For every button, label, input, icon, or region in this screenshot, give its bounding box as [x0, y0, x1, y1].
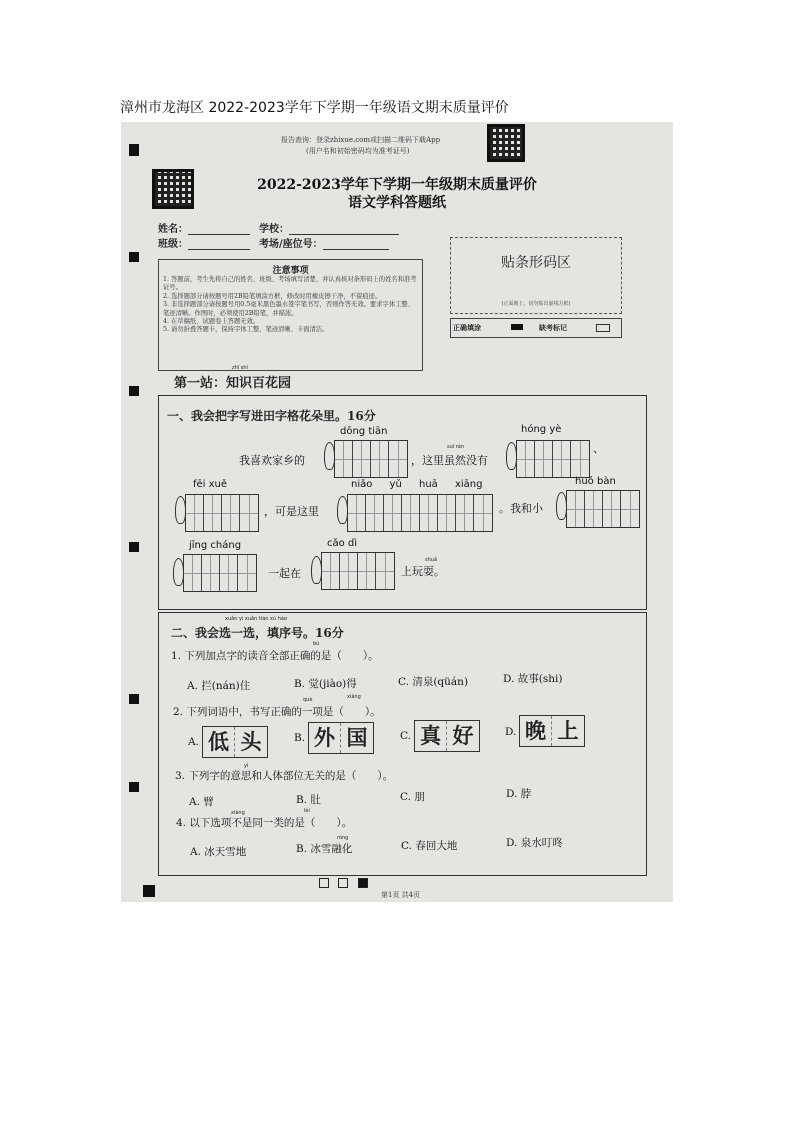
option-c[interactable]: C. 清泉(qüán)	[398, 676, 469, 688]
tianzige-grid[interactable]	[516, 440, 590, 478]
notice-box	[158, 259, 423, 371]
handwriting-box-d: 晚 上	[519, 715, 585, 747]
ruby-rong: róng	[337, 835, 349, 841]
station-title: 第一站：知识百花园	[174, 376, 292, 391]
question-1: 1. 下列加点字的读音全部正确的是（ ）。	[171, 650, 379, 662]
sentence-text: 上玩耍。	[401, 565, 445, 578]
notice-item: 5. 请勿折叠答题卡，保持字体工整、笔迹清晰、卡面清洁。	[163, 326, 329, 334]
page-mark-box	[338, 878, 348, 888]
pinyin-dongtian: dōng tiān	[340, 426, 388, 437]
page-mark-box	[319, 878, 329, 888]
option-a[interactable]: A. 臂	[189, 796, 214, 808]
pinyin-jingchang: jīng cháng	[189, 540, 242, 551]
tianzige-grid[interactable]	[566, 490, 640, 528]
ruby-lei: lèi	[304, 808, 310, 814]
sentence-text: ，这里虽然没有	[411, 454, 488, 467]
registration-mark	[129, 144, 139, 156]
qr-code-icon	[487, 124, 525, 162]
part2-title: 二、我会选一选，填序号。16分	[171, 626, 344, 640]
name-field[interactable]	[158, 220, 250, 235]
station-ruby: zhī shí	[232, 365, 248, 371]
registration-mark	[129, 252, 139, 262]
option-d[interactable]: D. 故事(shi)	[503, 673, 563, 685]
tianzige-grid[interactable]	[347, 494, 493, 532]
correct-fill-swatch	[511, 324, 523, 330]
option-b[interactable]: B. 觉(jiào)得	[294, 678, 357, 690]
school-label: 学校：	[259, 224, 289, 235]
sheet-title: 2022-2023学年下学期一年级期末质量评价	[257, 177, 537, 193]
handwriting-box-c: 真 好	[414, 720, 480, 752]
ruby-xiang2: xiàng	[231, 810, 245, 816]
question-4: 4. 以下选项不是同一类的是（ ）。	[176, 817, 353, 829]
sentence-text: 、	[593, 442, 604, 455]
registration-mark	[129, 386, 139, 396]
pinyin-suiran: suī rán	[447, 444, 465, 450]
pinyin-shua: shuǎ	[425, 557, 438, 563]
pinyin-feixue: fēi xuě	[193, 479, 228, 490]
absent-mark-checkbox[interactable]	[596, 324, 610, 332]
option-c[interactable]: C. 春回大地	[401, 840, 458, 852]
option-a[interactable]: A. 冰天雪地	[190, 846, 247, 858]
tianzige-grid[interactable]	[185, 494, 259, 532]
option-c[interactable]: C. 朋	[400, 791, 425, 803]
question-2: 2. 下列词语中，书写正确的一项是（ ）。	[173, 706, 381, 718]
option-d[interactable]: D.	[505, 726, 517, 738]
option-b[interactable]: B. 肚	[296, 794, 321, 806]
sheet-subtitle: 语文学科答题纸	[348, 195, 446, 211]
barcode-note: (正面朝上，切勿贴出虚线方框)	[501, 301, 571, 307]
part2-ruby: xuǎn yi xuǎn tián xù hào	[225, 616, 288, 622]
tianzige-grid[interactable]	[321, 552, 395, 590]
room-seat-field[interactable]	[259, 235, 389, 250]
report-query-note: (用户名和初始密码均为准考证号)	[306, 147, 410, 155]
barcode-area	[450, 237, 622, 314]
pinyin-niaoyuhuaxiang: niǎo yǔ huā xiāng	[351, 479, 483, 490]
ruby-xiang: xiàng	[347, 694, 361, 700]
registration-mark	[143, 885, 155, 897]
sentence-text: 一起在	[268, 567, 301, 580]
sentence-text: ，可是这里	[264, 505, 319, 518]
correct-fill-label: 正确填涂	[453, 323, 481, 332]
option-d[interactable]: D. 脖	[506, 788, 532, 800]
registration-mark	[129, 694, 139, 704]
document-title: 漳州市龙海区 2022-2023学年下学期一年级语文期末质量评价	[120, 100, 509, 116]
name-label: 姓名：	[158, 224, 188, 235]
report-query-text: 报告查询：登录zhixue.com或扫描二维码下载App	[281, 136, 441, 144]
option-d[interactable]: D. 泉水叮咚	[506, 837, 563, 849]
registration-mark	[129, 782, 139, 792]
ruby-yi: yì	[244, 763, 249, 769]
notice-item: 4. 在草稿纸、试题卷上答题无效。	[163, 318, 260, 326]
handwriting-box-b: 外 国	[308, 722, 374, 754]
page-mark-box	[358, 878, 368, 888]
ruby-bu: bù	[313, 641, 320, 647]
class-label: 班级：	[158, 239, 188, 250]
option-b[interactable]: B. 冰雪融化	[296, 843, 353, 855]
question-3: 3. 下列字的意思和人体部位无关的是（ ）。	[175, 770, 394, 782]
absent-mark-label: 缺考标记	[539, 323, 567, 332]
ruby-que: què	[303, 697, 313, 703]
fill-legend	[450, 318, 622, 338]
option-c[interactable]: C.	[400, 730, 411, 742]
option-a[interactable]: A. 拦(nán)住	[187, 680, 251, 692]
handwriting-box-a: 低 头	[202, 726, 268, 758]
school-field[interactable]	[259, 220, 399, 235]
sentence-text: 。我和小	[499, 502, 543, 515]
tianzige-grid[interactable]	[334, 440, 408, 478]
registration-mark	[129, 542, 139, 552]
notice-item: 1. 答题前，考生先将自己的姓名、班级、考场填写清楚，并认真核对条形码上的姓名和准考证号。	[163, 276, 417, 292]
notice-item: 2. 选择题部分请按题号用2B铅笔填涂方框，修改时用橡皮擦干净，不留痕迹。	[163, 292, 382, 300]
tianzige-grid[interactable]	[183, 554, 257, 592]
pinyin-caodi: cǎo dì	[327, 538, 358, 549]
answer-sheet-scan	[121, 122, 673, 902]
pinyin-hongye: hóng yè	[521, 424, 562, 435]
option-a[interactable]: A.	[188, 736, 199, 748]
class-field[interactable]	[158, 235, 250, 250]
notice-title: 注意事项	[272, 266, 309, 276]
page-number: 第1页 共4页	[381, 891, 421, 899]
part1-title: 一、我会把字写进田字格花朵里。16分	[167, 409, 376, 423]
barcode-label: 贴条形码区	[501, 255, 571, 271]
notice-item: 3. 非选择题部分请按题号用0.5毫米黑色墨水签字笔书写，否则作答无效。要求字体工整、笔迹清晰。作图时，必须使用2B铅笔，并描浓。	[163, 301, 415, 317]
option-b[interactable]: B.	[294, 732, 306, 744]
sentence-text: 我喜欢家乡的	[239, 454, 305, 467]
room-seat-label: 考场/座位号：	[259, 239, 323, 250]
pinyin-huoban: huǒ bàn	[575, 476, 616, 487]
